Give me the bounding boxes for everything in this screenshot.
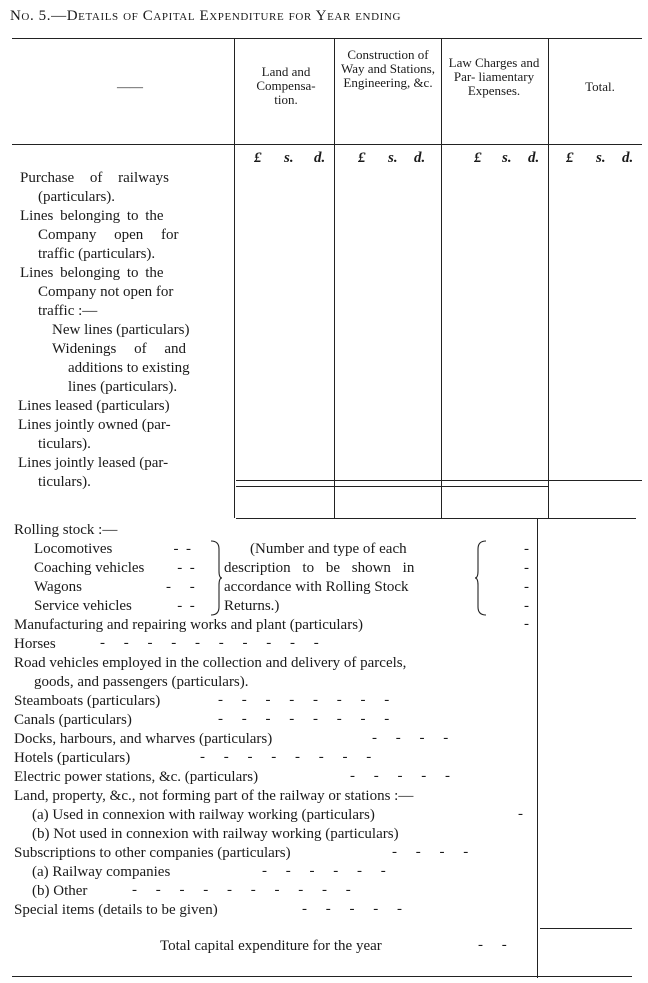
construction-shillings-unit: s. — [388, 150, 398, 166]
row-other: (b) Other — [32, 883, 88, 899]
col-divider-4 — [548, 38, 549, 518]
rolling-stock-heading: Rolling stock :— — [14, 522, 118, 538]
row-road-vehicles-cont: goods, and passengers (particulars). — [34, 674, 249, 690]
upper-section-rule-2 — [236, 486, 548, 487]
row-special-dashes: - - - - - — [302, 901, 402, 917]
row-horses: Horses — [14, 636, 56, 652]
row-lines-jointly-leased-cont: ticulars). — [38, 474, 91, 490]
row-new-lines: New lines (particulars) — [52, 322, 190, 338]
total-pence-unit: d. — [622, 150, 634, 166]
bottom-rule — [12, 976, 632, 977]
land-shillings-unit: s. — [284, 150, 294, 166]
right-brace-icon — [474, 539, 488, 622]
row-railway-companies: (a) Railway companies — [32, 864, 171, 880]
row-land-used-dash: - — [518, 806, 523, 822]
col-construction-header: Construction of Way and Stations, Engineering, &c. — [341, 47, 435, 90]
total-row-dashes: - - — [478, 937, 507, 953]
total-row-label: Total capital expenditure for the year — [160, 938, 382, 954]
construction-pence-unit: d. — [414, 150, 426, 166]
row-purchase: Purchase of railways — [20, 170, 169, 186]
col-law-header: Law Charges and Par- liamentary Expenses. — [448, 55, 540, 98]
row-widenings-cont1: additions to existing — [68, 360, 190, 376]
left-brace-icon — [209, 539, 223, 622]
section-divider-rule — [236, 518, 636, 519]
total-pounds-unit: £ — [566, 150, 574, 166]
row-lines-not-open-cont1: Company not open for — [38, 284, 174, 300]
rolling-item-locomotives: Locomotives — [34, 541, 113, 557]
row-lines-not-open: Lines belonging to the — [20, 265, 164, 281]
land-pence-unit: d. — [314, 150, 326, 166]
row-subscriptions-dashes: - - - - — [392, 844, 469, 860]
construction-pounds-unit: £ — [358, 150, 366, 166]
total-top-rule — [540, 928, 632, 929]
row-road-vehicles: Road vehicles employed in the collection and delivery of parcels, — [14, 655, 407, 671]
rolling-note-line1: (Number and type of each — [250, 541, 407, 557]
rolling-note-line2: description to be shown in — [224, 560, 415, 576]
row-railway-companies-dashes: - - - - - - — [262, 863, 386, 879]
row-lines-not-open-cont2: traffic :— — [38, 303, 98, 319]
row-docks: Docks, harbours, and wharves (particulars) — [14, 731, 273, 747]
row-lines-open-cont1: Company open for — [38, 227, 179, 243]
row-land-not-used: (b) Not used in connexion with railway working (particulars) — [32, 826, 399, 842]
law-pence-unit: d. — [528, 150, 540, 166]
row-other-dashes: - - - - - - - - - - — [132, 882, 351, 898]
row-widenings-cont2: lines (particulars). — [68, 379, 178, 395]
law-pounds-unit: £ — [474, 150, 482, 166]
row-purchase-cont: (particulars). — [38, 189, 116, 205]
rolling-note-line4: Returns.) — [224, 598, 280, 614]
col-divider-1 — [234, 38, 235, 518]
row-lines-jointly-leased: Lines jointly leased (par- — [18, 455, 169, 471]
row-lines-open: Lines belonging to the — [20, 208, 164, 224]
row-land-property: Land, property, &c., not forming part of the railway or stations :— — [14, 788, 414, 804]
rolling-item-coaching: Coaching vehicles — [34, 560, 145, 576]
row-lines-jointly-owned: Lines jointly owned (par- — [18, 417, 171, 433]
col-divider-3 — [441, 38, 442, 518]
row-manufacturing: Manufacturing and repairing works and plant (particulars) — [14, 617, 364, 633]
row-subscriptions: Subscriptions to other companies (particulars) — [14, 845, 291, 861]
row-hotels: Hotels (particulars) — [14, 750, 131, 766]
row-lines-open-cont2: traffic (particulars). — [38, 246, 156, 262]
col-divider-2 — [334, 38, 335, 518]
rolling-item-service: Service vehicles — [34, 598, 132, 614]
law-shillings-unit: s. — [502, 150, 512, 166]
row-horses-dashes: - - - - - - - - - - — [100, 635, 319, 651]
row-widenings: Widenings of and — [52, 341, 187, 357]
row-electric-power: Electric power stations, &c. (particulars) — [14, 769, 259, 785]
row-canals: Canals (particulars) — [14, 712, 132, 728]
land-pounds-unit: £ — [254, 150, 262, 166]
col-blank-header: —— — [117, 79, 143, 94]
rolling-note-line3: accordance with Rolling Stock — [224, 579, 409, 595]
upper-section-rule — [236, 480, 642, 481]
page-title: No. 5.—Details of Capital Expenditure for Year ending — [10, 8, 401, 24]
row-steamboats-dashes: - - - - - - - - — [218, 692, 390, 708]
total-col-divider-lower — [537, 518, 538, 978]
row-steamboats: Steamboats (particulars) — [14, 693, 161, 709]
row-manufacturing-dash: - — [524, 616, 529, 632]
row-lines-jointly-owned-cont: ticulars). — [38, 436, 91, 452]
row-canals-dashes: - - - - - - - - — [218, 711, 390, 727]
rolling-dashes-right: - - - - — [524, 541, 529, 614]
total-shillings-unit: s. — [596, 150, 606, 166]
row-lines-leased: Lines leased (particulars) — [18, 398, 170, 414]
rolling-item-wagons: Wagons — [34, 579, 82, 595]
rolling-dashes-left: - - - - - - - - — [166, 541, 195, 614]
row-docks-dashes: - - - - — [372, 730, 449, 746]
row-electric-dashes: - - - - - — [350, 768, 450, 784]
col-land-header: Land and Compensa- tion. — [256, 64, 316, 107]
row-land-used: (a) Used in connexion with railway working (particulars) — [32, 807, 375, 823]
col-total-header: Total. — [585, 79, 615, 94]
row-hotels-dashes: - - - - - - - - — [200, 749, 372, 765]
row-special-items: Special items (details to be given) — [14, 902, 218, 918]
